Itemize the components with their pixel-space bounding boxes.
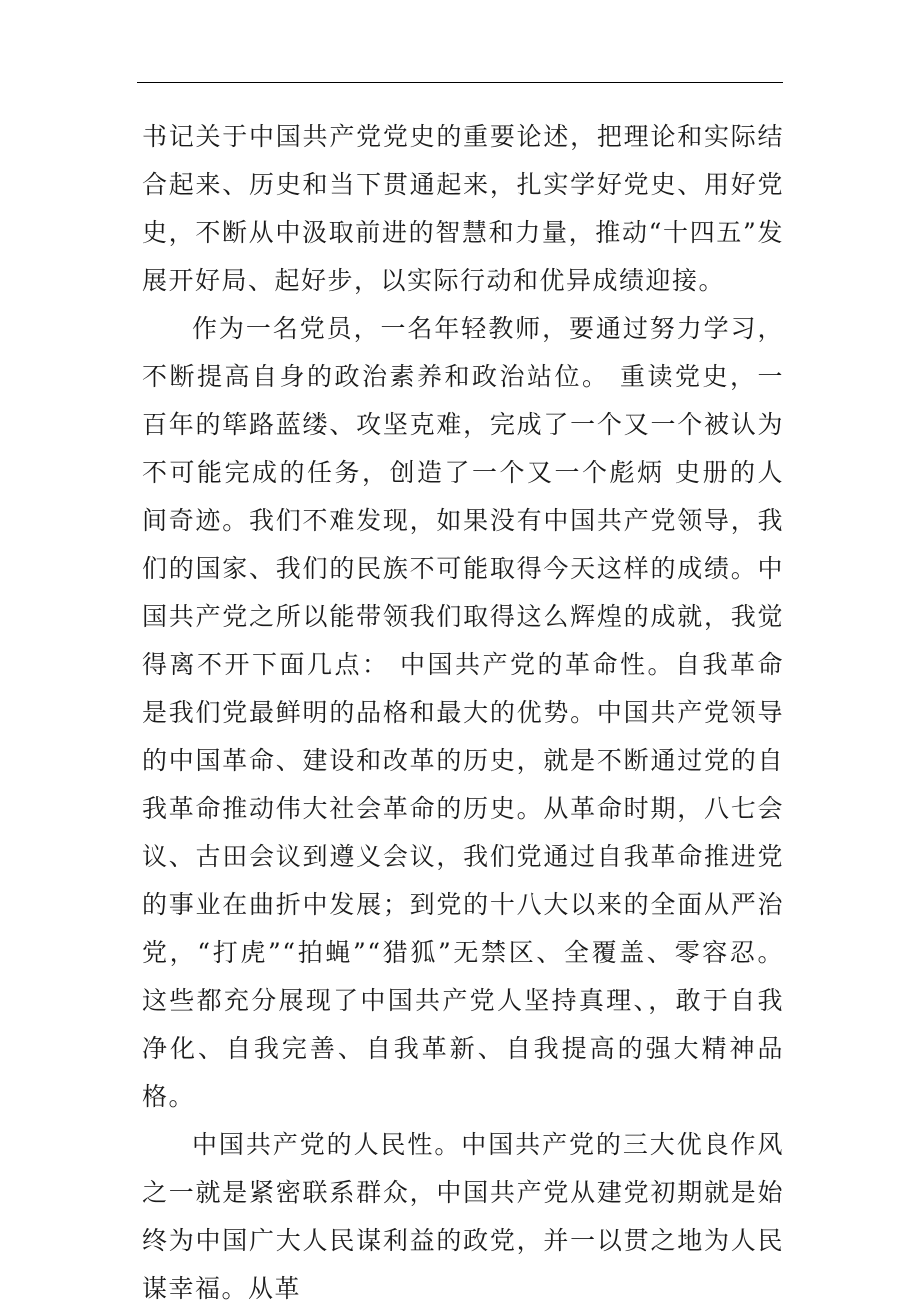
document-body (142, 113, 784, 1313)
paragraph-party-member: 作为一名党员，一名年轻教师，要通过努力学习，不断提高自身的政治素养和政治站位。 重读党史，一百年的筚路蓝缕、攻坚克难，完成了一个又一个被认为不可能完成的任务，创造了一个又一个彪炳 史册的人间奇迹。我们不难发现，如果没有中国共产党领导，我们的国家、我们的民族不可能取得今天这样的成绩。中国共产党之所以能带领我们取得这么辉煌的成就，我觉得离不开下面几点： 中国共产党的革命性。自我革命是我们党最鲜明的品格和最大的优势。中国共产党领导的中国革命、建设和改革的历史，就是不断通过党的自我革命推动伟大社会革命的历史。从革命时期，八七会议、古田会议到遵义会议，我们党通过自我革命推进党的事业在曲折中发展；到党的十八大以来的全面从严治党，“打虎”“拍蝇”“猎狐”无禁区、全覆盖、零容忍。这些都充分展现了中国共产党人坚持真理、，敢于自我净化、自我完善、自我革新、自我提高的强大精神品格。 (142, 314, 784, 1111)
paragraph-people-nature: 中国共产党的人民性。中国共产党的三大优良作风之一就是紧密联系群众，中国共产党从建党初期就是始终为中国广大人民谋利益的政党，并一以贯之地为人民谋幸福。从革 (142, 1130, 784, 1303)
header-rule (137, 82, 783, 83)
paragraph-continuation: 书记关于中国共产党党史的重要论述，把理论和实际结合起来、历史和当下贯通起来，扎实学好党史、用好党史，不断从中汲取前进的智慧和力量，推动“十四五”发展开好局、起好步，以实际行动和优异成绩迎接。 (142, 122, 784, 295)
